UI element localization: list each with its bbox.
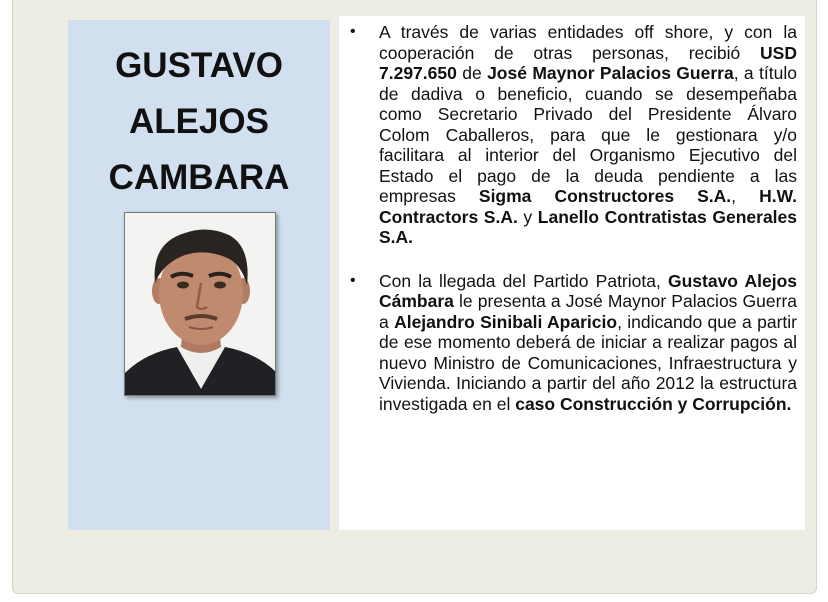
text-run: , a título de dadiva o beneficio, cuando se desempeñaba como Secretario Privado del Presidente Álvaro Colom Caballeros, para que le gestionara y/o facilitara al interior del Organismo Ejecutivo del Estado el pago de la deuda pendiente a las empresas — [379, 63, 797, 206]
bullet-item-1 — [339, 22, 805, 248]
text-run: , — [731, 186, 760, 206]
text-run: , indicando que a partir de ese momento deberá de iniciar a realizar pagos al nuevo Ministro de Comunicaciones, Infraestructura y Vivienda. Iniciando a partir del año 2012 la estructura investigada en el — [379, 311, 797, 414]
bullet-list — [339, 22, 805, 414]
name-line-2: ALEJOS — [128, 102, 270, 141]
person-name-title — [68, 38, 330, 206]
text-run: Con la llegada del Partido Patriota, — [379, 270, 668, 291]
name-line-3: CAMBARA — [108, 158, 290, 197]
bold-text-run: Gustavo Alejos Cámbara — [379, 270, 798, 311]
bold-text-run: H.W. Contractors S.A. — [379, 186, 797, 227]
bold-text-run: Lanello Contratistas Generales S.A. — [379, 206, 798, 247]
bullet-marker: • — [350, 271, 356, 289]
text-run: y — [517, 206, 538, 227]
bullet-marker: • — [350, 23, 356, 40]
bold-text-run: Sigma Constructores S.A. — [478, 186, 732, 206]
portrait-illustration — [125, 213, 276, 396]
bold-text-run: Alejandro Sinibali Aparicio — [394, 311, 618, 332]
name-line-1: GUSTAVO — [115, 46, 283, 85]
bullet-text-2 — [379, 271, 797, 414]
portrait-photo — [124, 212, 276, 396]
text-run: A través de varias entidades off shore, y con la cooperación de otras personas, recibió — [379, 22, 797, 63]
bullet-text-1 — [379, 22, 797, 247]
bullet-item-2 — [339, 271, 805, 415]
bold-text-run: caso Construcción y Corrupción. — [515, 393, 792, 414]
bold-text-run: USD 7.297.650 — [379, 42, 797, 83]
slide — [12, 0, 817, 594]
text-run: de — [456, 63, 488, 83]
text-run: le presenta a José Maynor Palacios Guerra a — [379, 291, 797, 332]
content-panel — [339, 16, 805, 530]
profile-panel — [68, 20, 330, 530]
bold-text-run: José Maynor Palacios Guerra — [487, 63, 734, 83]
